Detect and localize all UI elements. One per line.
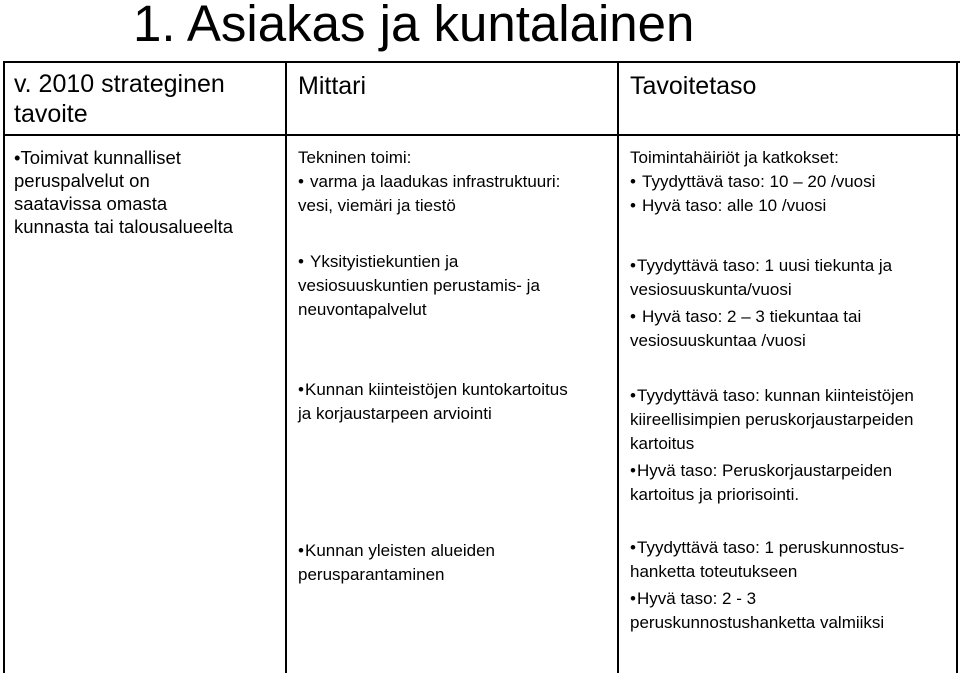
bullet: • [14, 147, 21, 168]
metric-text: vesi, viemäri ja tiestö [298, 196, 456, 215]
metric-text: Yksityistiekuntien ja [310, 252, 459, 271]
bullet: • [630, 461, 636, 480]
target-text: Hyvä taso: 2 - 3 [637, 589, 757, 608]
strategic-goal-cell [14, 146, 282, 238]
header-col1-line: tavoite [14, 100, 88, 128]
bullet: • [630, 196, 636, 215]
target-group [630, 536, 952, 635]
metric-section-title: Tekninen toimi: [298, 148, 412, 167]
target-text: peruskunnostushanketta valmiiksi [630, 613, 885, 632]
target-group [630, 170, 952, 218]
bullet: • [298, 252, 304, 271]
target-section-title: Toimintahäiriöt ja katkokset: [630, 148, 839, 167]
target-item [630, 254, 952, 278]
target-text: Tyydyttävä taso: 1 uusi tiekunta ja [637, 256, 893, 275]
col-right-border [956, 61, 958, 673]
page-title: 1. Asiakas ja kuntalainen [133, 0, 695, 52]
target-text: Hyvä taso: Peruskorjaustarpeiden [637, 461, 893, 480]
target-text: Tyydyttävä taso: 1 peruskunnostus- [637, 538, 905, 557]
target-group [630, 384, 952, 507]
col-divider-1 [285, 61, 287, 673]
bullet: • [630, 172, 636, 191]
target-text: Hyvä taso: alle 10 /vuosi [642, 196, 827, 215]
header-col1-line: v. 2010 strateginen [14, 70, 225, 98]
goal-line: peruspalvelut on [14, 170, 150, 191]
header-strategic-goal [14, 69, 225, 129]
target-item [630, 305, 952, 329]
col-left-border [3, 61, 5, 673]
metric-text: vesiosuuskuntien perustamis- ja [298, 276, 540, 295]
goal-line: kunnasta tai talousalueelta [14, 216, 234, 237]
bullet: • [298, 541, 304, 560]
bullet: • [630, 386, 636, 405]
bullet: • [630, 589, 636, 608]
target-item [630, 194, 952, 218]
metric-text: ja korjaustarpeen arviointi [298, 404, 492, 423]
goal-line [14, 146, 282, 169]
target-text: vesiosuuskuntaa /vuosi [630, 331, 806, 350]
target-text: kartoitus [630, 434, 695, 453]
goal-text: Toimivat kunnalliset [20, 147, 181, 168]
bullet: • [630, 538, 636, 557]
target-text: vesiosuuskunta/vuosi [630, 280, 792, 299]
bullet: • [630, 307, 636, 326]
metric-item [298, 170, 613, 218]
col-divider-2 [617, 61, 619, 673]
target-group [630, 254, 952, 353]
metric-text: Kunnan yleisten alueiden [305, 541, 495, 560]
goal-line: saatavissa omasta [14, 193, 168, 214]
bullet: • [298, 172, 304, 191]
target-item [630, 536, 952, 560]
bullet: • [630, 256, 636, 275]
target-text: Tyydyttävä taso: kunnan kiinteistöjen [637, 386, 914, 405]
target-item [630, 587, 952, 611]
target-text: kiireellisimpien peruskorjaustarpeiden [630, 410, 914, 429]
metric-item [298, 378, 613, 426]
bullet: • [298, 380, 304, 399]
header-divider [3, 134, 960, 136]
target-text: Tyydyttävä taso: 10 – 20 /vuosi [642, 172, 876, 191]
target-text: kartoitus ja priorisointi. [630, 485, 800, 504]
target-item [630, 459, 952, 483]
metric-item [298, 539, 613, 587]
metric-item [298, 250, 613, 322]
target-text: Hyvä taso: 2 – 3 tiekuntaa tai [642, 307, 862, 326]
header-metric: Mittari [298, 72, 367, 100]
metric-text: varma ja laadukas infrastruktuuri: [310, 172, 561, 191]
header-target-level: Tavoitetaso [630, 72, 757, 100]
target-item [630, 384, 952, 408]
metric-text: perusparantaminen [298, 565, 445, 584]
metric-text: neuvontapalvelut [298, 300, 427, 319]
target-item [630, 170, 952, 194]
metric-text: Kunnan kiinteistöjen kuntokartoitus [305, 380, 568, 399]
target-text: hanketta toteutukseen [630, 562, 798, 581]
table-top-border [3, 61, 960, 63]
